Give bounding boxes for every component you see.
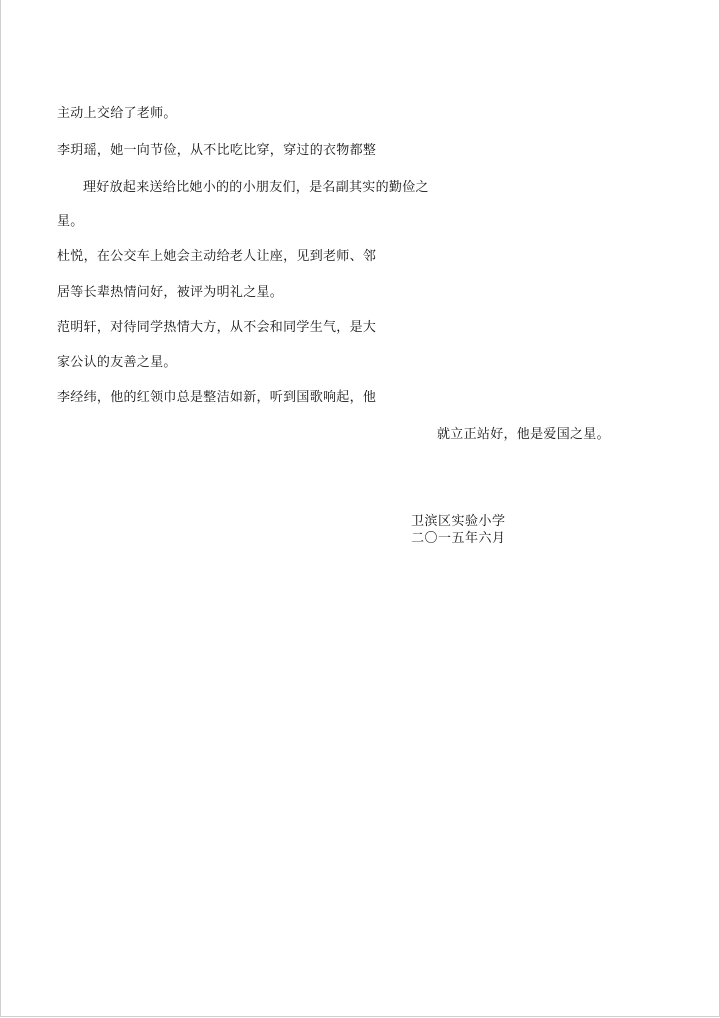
text-line-5: 杜悦，在公交车上她会主动给老人让座，见到老师、邻 xyxy=(57,249,377,264)
text-line-3: 理好放起来送给比她小的的小朋友们，是名副其实的勤俭之 xyxy=(83,180,429,195)
signature-organization: 卫滨区实验小学 xyxy=(411,514,506,529)
signature-date: 二〇一五年六月 xyxy=(411,531,506,546)
text-line-1: 主动上交给了老师。 xyxy=(57,106,177,121)
text-line-7: 范明轩，对待同学热情大方，从不会和同学生气，是大 xyxy=(57,320,377,335)
text-line-6: 居等长辈热情问好，被评为明礼之星。 xyxy=(57,285,284,300)
text-line-10: 就立正站好，他是爱国之星。 xyxy=(437,427,610,442)
text-line-2: 李玥瑶，她一向节俭，从不比吃比穿，穿过的衣物都整 xyxy=(57,143,377,158)
text-line-9: 李经纬，他的红领巾总是整洁如新，听到国歌响起，他 xyxy=(57,390,377,405)
text-line-4: 星。 xyxy=(57,214,84,229)
text-line-8: 家公认的友善之星。 xyxy=(57,355,177,370)
